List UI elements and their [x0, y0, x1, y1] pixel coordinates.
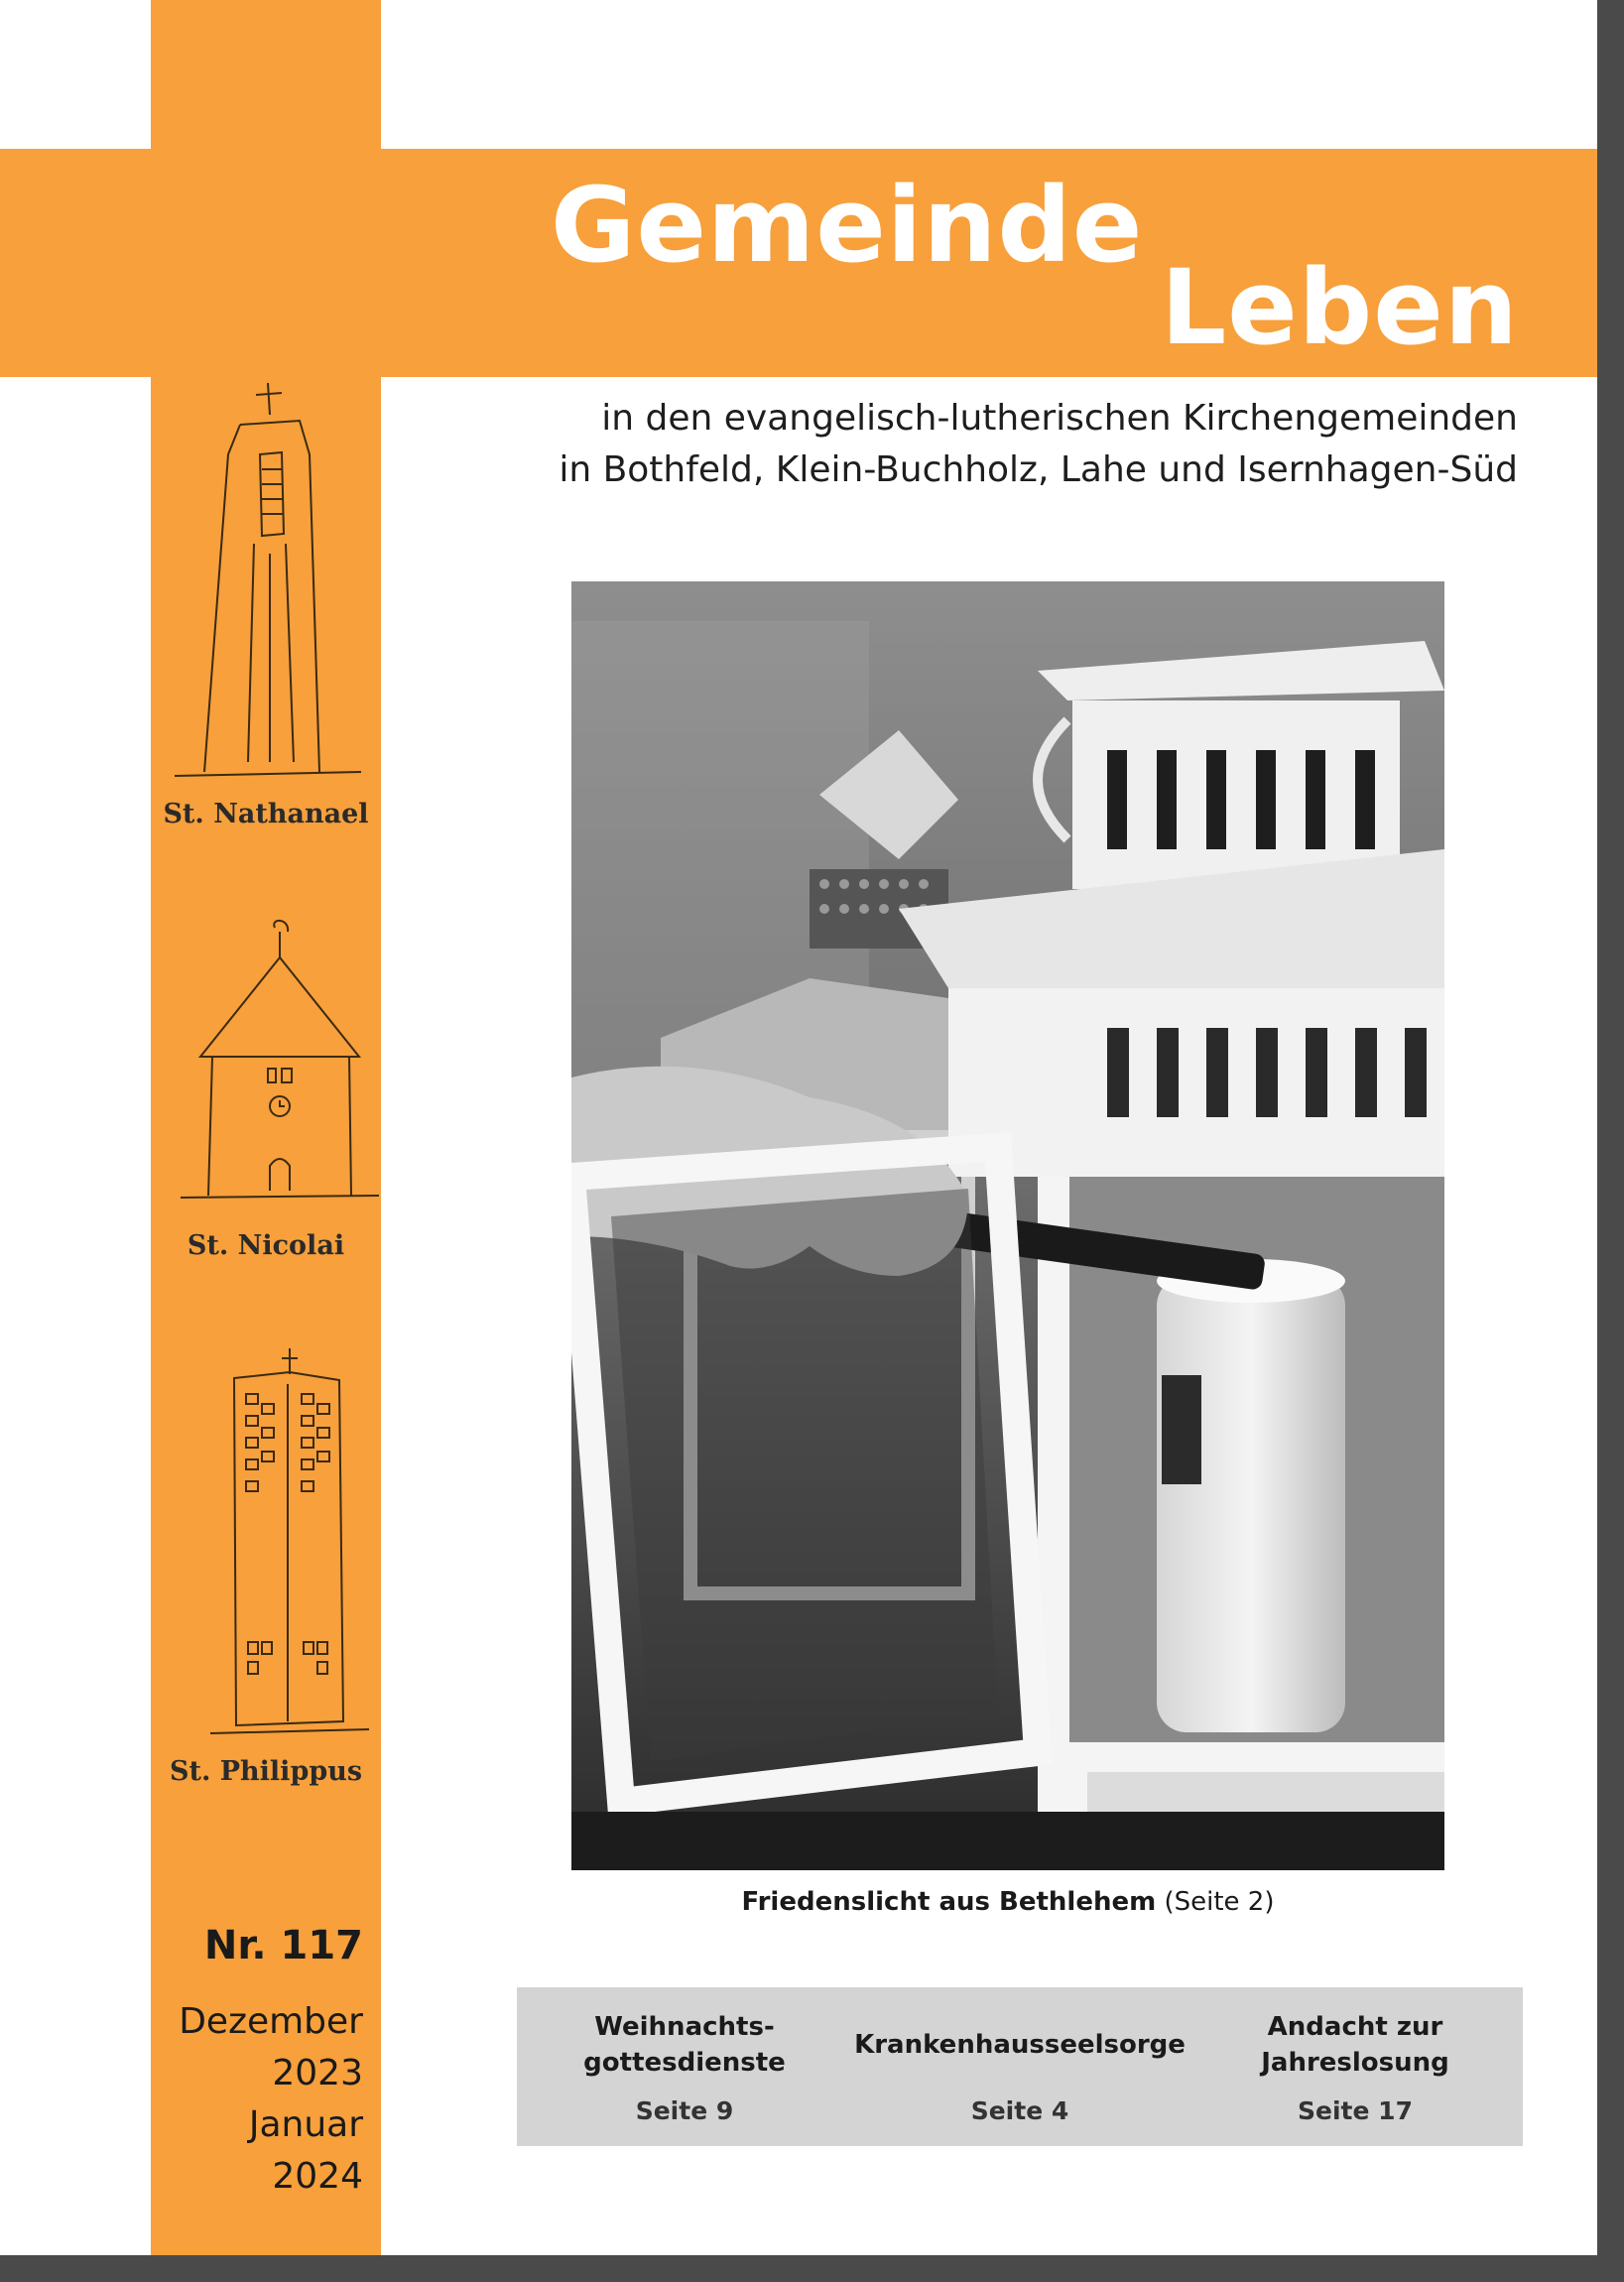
church-name-st-nicolai: St. Nicolai [187, 1230, 345, 1261]
teaser-title: Weihnachts- gottesdienste [583, 2012, 786, 2078]
st-nicolai-sketch-icon [181, 918, 379, 1205]
vertical-scrollbar[interactable] [1597, 0, 1624, 2282]
st-nathanael-sketch-icon [171, 375, 369, 782]
title-leben: Leben [1161, 247, 1519, 368]
subtitle-line-2: in Bothfeld, Klein-Buchholz, Lahe und Isernhagen-Süd [559, 449, 1518, 490]
teaser-title: Andacht zur Jahreslosung [1261, 2012, 1449, 2078]
issue-date [151, 1996, 363, 2203]
issue-number: Nr. 117 [203, 1923, 363, 1968]
teaser-page: Seite 4 [970, 2096, 1069, 2125]
church-name-st-nathanael: St. Nathanael [163, 799, 369, 829]
teaser-page: Seite 9 [635, 2096, 734, 2125]
teaser-krankenhausseelsorge[interactable] [852, 1987, 1187, 2146]
cover-photo-lantern [571, 581, 1444, 1870]
photo-caption-page: (Seite 2) [1156, 1887, 1275, 1917]
issue-month-2: Januar [248, 2104, 363, 2145]
title-gemeinde: Gemeinde [551, 165, 1144, 286]
photo-caption [571, 1887, 1444, 1917]
horizontal-scrollbar[interactable] [0, 2255, 1624, 2282]
subtitle-line-1: in den evangelisch-lutherischen Kirchengemeinden [601, 398, 1518, 439]
teaser-box [517, 1987, 1523, 2146]
issue-month-1: Dezember [179, 2001, 363, 2042]
issue-year-2: 2024 [272, 2156, 363, 2197]
st-philippus-sketch-icon [210, 1344, 369, 1741]
issue-year-1: 2023 [272, 2053, 363, 2093]
subtitle [427, 393, 1518, 496]
church-name-st-philippus: St. Philippus [169, 1756, 363, 1787]
teaser-title: Krankenhausseelsorge [854, 2030, 1186, 2060]
teaser-weihnachtsgottesdienste[interactable] [517, 1987, 852, 2146]
teaser-page: Seite 17 [1298, 2096, 1413, 2125]
teaser-jahreslosung[interactable] [1187, 1987, 1523, 2146]
photo-caption-title: Friedenslicht aus Bethlehem [741, 1887, 1157, 1917]
